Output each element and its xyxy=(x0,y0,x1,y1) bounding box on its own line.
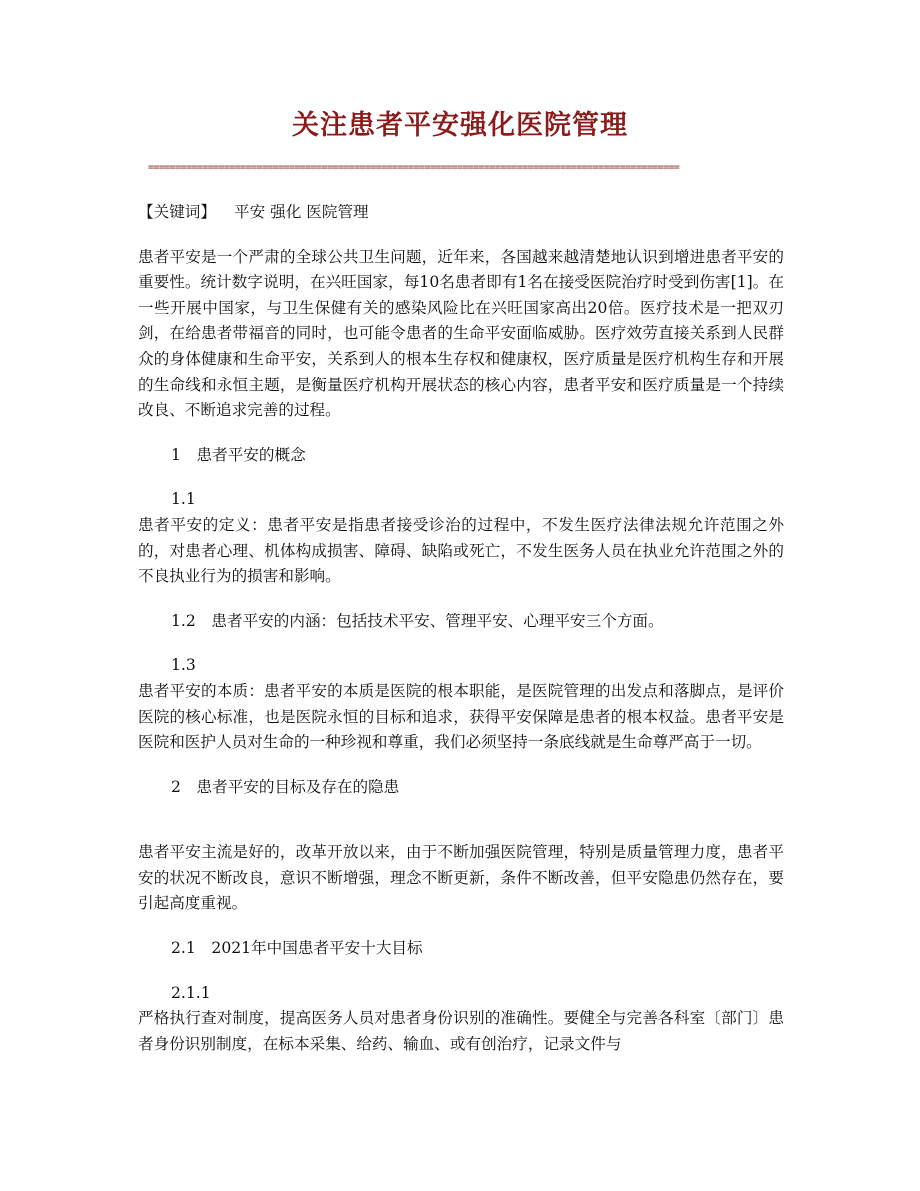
document-body xyxy=(138,200,784,1057)
document-title: 关注患者平安强化医院管理 xyxy=(292,110,628,141)
section-1-3-paragraph: 患者平安的本质：患者平安的本质是医院的根本职能，是医院管理的出发点和落脚点，是评价医院的核心标准，也是医院永恒的目标和追求，获得平安保障是患者的根本权益。患者平安是医院和医护人员对生命的一种珍视和尊重，我们必须坚持一条底线就是生命尊严高于一切。 xyxy=(138,681,784,752)
section-1-heading: 1 患者平安的概念 xyxy=(171,445,306,464)
title-divider: ================================================================================================== xyxy=(148,162,680,173)
section-2-1-1-paragraph: 严格执行查对制度，提高医务人员对患者身份识别的准确性。要健全与完善各科室〔部门〕患者身份识别制度，在标本采集、给药、输血、或有创治疗，记录文件与 xyxy=(138,1009,784,1053)
section-2-heading: 2 患者平安的目标及存在的隐患 xyxy=(171,777,400,796)
section-1-3-number: 1.3 xyxy=(171,656,196,675)
section-2-1-heading: 2.1 2021年中国患者平安十大目标 xyxy=(171,939,423,958)
section-2-paragraph: 患者平安主流是好的，改革开放以来，由于不断加强医院管理，特别是质量管理力度，患者平安的状况不断改良，意识不断增强，理念不断更新，条件不断改善，但平安隐患仍然存在，要引起高度重视。 xyxy=(138,843,784,913)
section-1-1-number: 1.1 xyxy=(171,490,196,509)
keywords-label: 【关键词】 xyxy=(138,203,216,221)
section-1-1-paragraph: 患者平安的定义：患者平安是指患者接受诊治的过程中，不发生医疗法律法规允许范围之外的，对患者心理、机体构成损害、障碍、缺陷或死亡，不发生医务人员在执业允许范围之外的不良执业行为的损害和影响。 xyxy=(138,515,784,586)
keywords-value: 平安 强化 医院管理 xyxy=(233,203,369,221)
section-2-1-1-number: 2.1.1 xyxy=(171,983,211,1002)
keywords-line xyxy=(138,200,784,226)
section-1-2-paragraph: 1.2 患者平安的内涵：包括技术平安、管理平安、心理平安三个方面。 xyxy=(171,611,664,630)
intro-paragraph: 患者平安是一个严肃的全球公共卫生问题，近年来，各国越来越清楚地认识到增进患者平安的重要性。统计数字说明，在兴旺国家，每10名患者即有1名在接受医院治疗时受到伤害[1]。在一些开展中国家，与卫生保健有关的感染风险比在兴旺国家高出20倍。医疗技术是一把双刃剑，在给患者带福音的同时，也可能令患者的生命平安面临威胁。医疗效劳直接关系到人民群众的身体健康和生命平安，关系到人的根本生存权和健康权，医疗质量是医疗机构生存和开展的生命线和永恒主题，是衡量医疗机构开展状态的核心内容，患者平安和医疗质量是一个持续改良、不断追求完善的过程。 xyxy=(138,247,784,420)
